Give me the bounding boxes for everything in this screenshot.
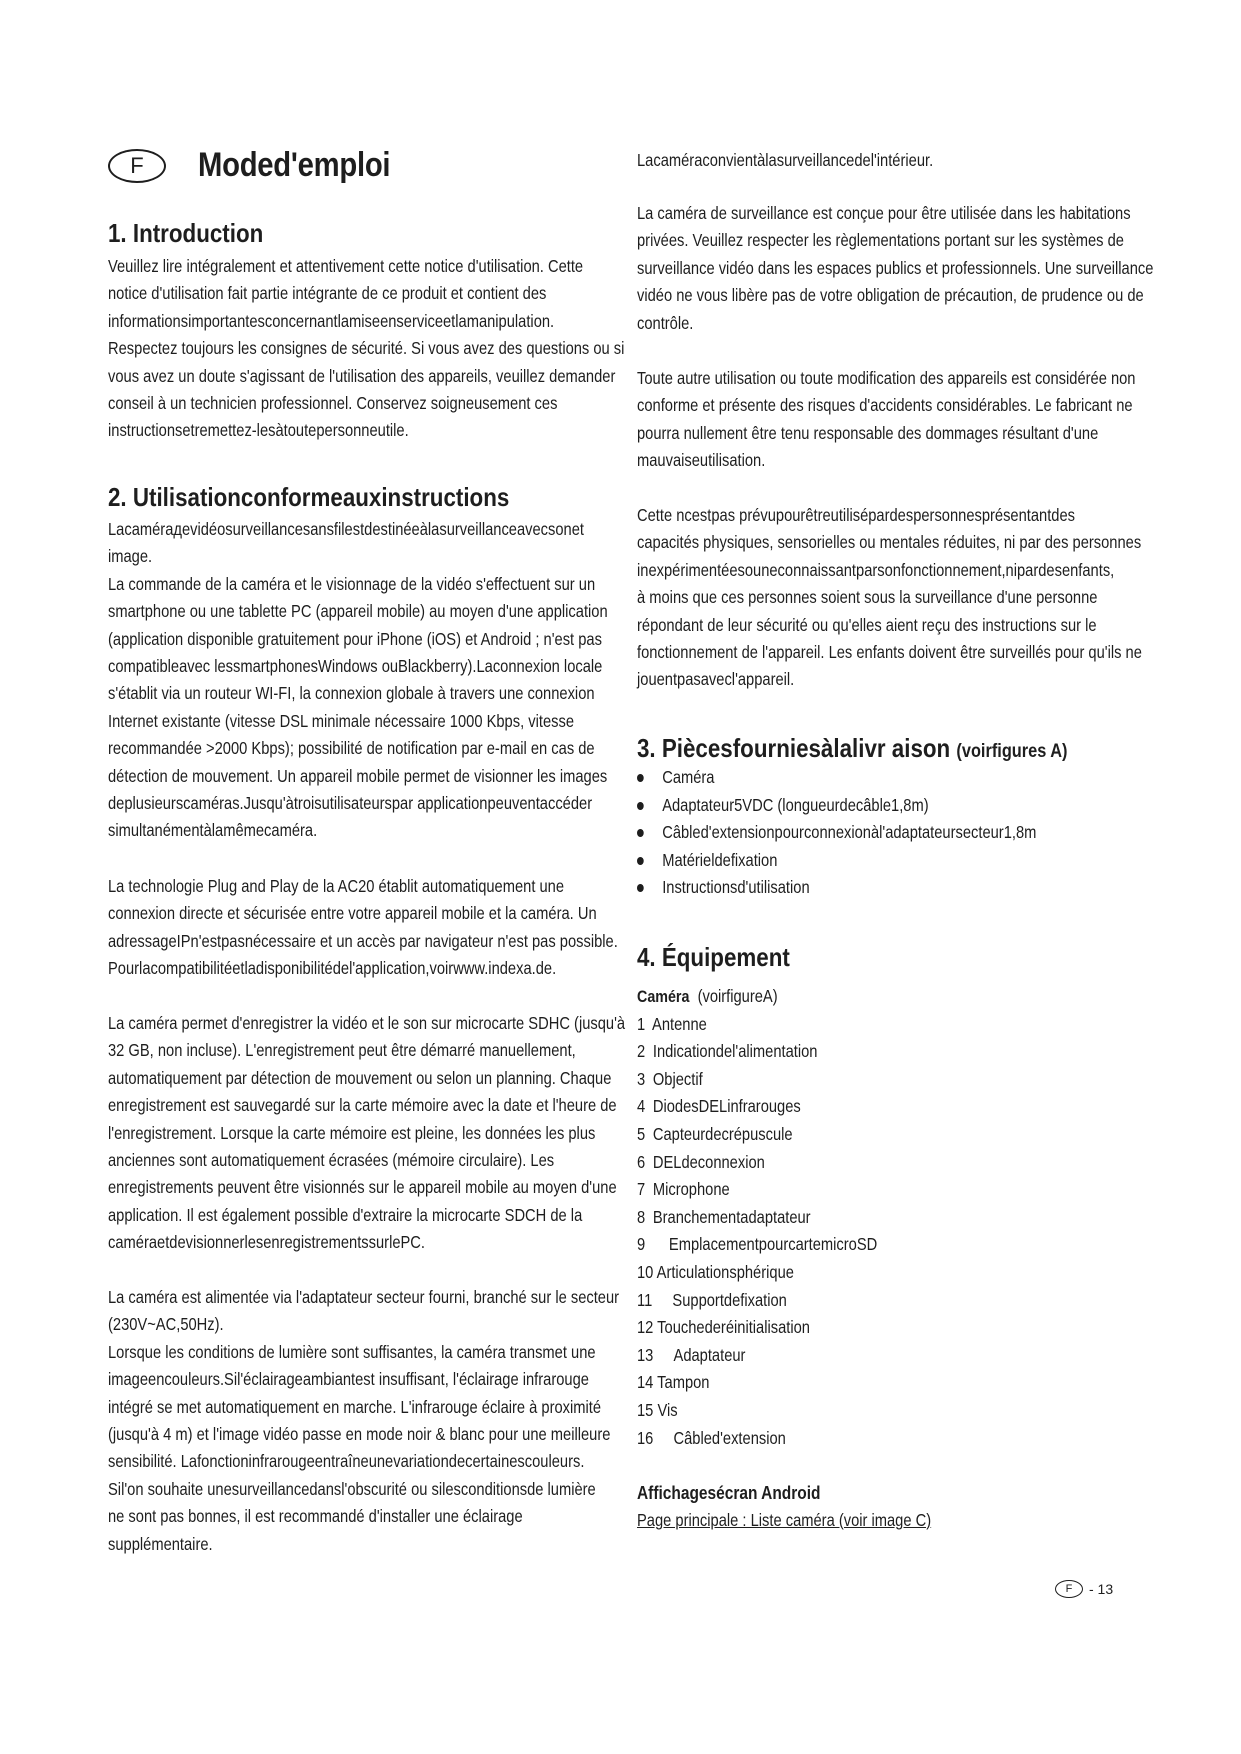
utilisation-right-paragraph-2 <box>637 200 1154 337</box>
section-heading-introduction: 1. Introduction <box>108 218 264 248</box>
pieces-heading-text: 3. Piècesfourniesàlalivr aison <box>637 733 951 763</box>
text-line: Respectez toujours les consignes de sécurité. Si vous avez des questions ou si <box>108 338 625 359</box>
android-screens-heading: Affichagesécran Android <box>637 1483 821 1503</box>
footer-language-badge <box>1055 1580 1083 1598</box>
bullet-icon <box>637 857 644 865</box>
text-line: compatibleavec lessmartphonesWindows ouBlackberry).Laconnexion locale <box>108 656 603 677</box>
item-label: EmplacementpourcartemicroSD <box>668 1234 878 1255</box>
text-line: anciennes sont automatiquement écrasées (mémoire circulaire). Les <box>108 1150 555 1171</box>
text-line: informationsimportantesconcernantlamiseenserviceetlamanipulation. <box>108 310 555 331</box>
item-number: 3 <box>637 1068 646 1089</box>
item-number: 6 <box>637 1151 646 1172</box>
list-item <box>637 1231 877 1259</box>
item-number: 8 <box>637 1206 646 1227</box>
text-line: pourra nullement être tenu responsable des dommages résultant d'une <box>637 422 1099 443</box>
bullet-icon <box>637 829 644 837</box>
bullet-icon <box>637 884 644 892</box>
camera-subheading-label: Caméra <box>637 987 690 1006</box>
main-page-link[interactable]: Page principale : Liste caméra (voir image C) <box>637 1510 932 1530</box>
text-line: imageencouleurs.Sil'éclairageambiantest insuffisant, l'éclairage infrarouge <box>108 1369 589 1390</box>
utilisation-paragraph-1 <box>108 516 612 845</box>
list-item-label: Adaptateur5VDC (longueurdecâble1,8m) <box>662 794 929 815</box>
text-line: Sil'on souhaite unesurveillancedansl'obscurité ou silesconditionsde lumière <box>108 1478 596 1499</box>
text-line: La caméra est alimentée via l'adaptateur secteur fourni, branché sur le secteur <box>108 1287 620 1307</box>
list-item <box>637 1342 877 1370</box>
pieces-list <box>637 764 1112 902</box>
text-line: détection de mouvement. Un appareil mobile permet de visionner les images <box>108 765 608 786</box>
text-line: deplusieurscaméras.Jusqu'àtroisutilisateurspar applicationpeuventaccéder <box>108 793 593 814</box>
item-number: 12 <box>637 1317 654 1338</box>
item-number: 4 <box>637 1096 646 1117</box>
list-item-label: Câbled'extensionpourconnexionàl'adaptateursecteur1,8m <box>662 822 1037 843</box>
list-item-label: Instructionsd'utilisation <box>662 877 810 898</box>
utilisation-right-paragraph-1 <box>637 147 1138 174</box>
text-line: privées. Veuillez respecter les règlementations portant sur les systèmes de <box>637 230 1124 251</box>
language-badge-label: F <box>130 152 144 178</box>
page-title: Moded'emploi <box>198 146 391 184</box>
list-item <box>637 1204 877 1232</box>
utilisation-paragraph-4 <box>108 1284 620 1558</box>
text-line: La caméra permet d'enregistrer la vidéo et le son sur microcarte SDHC (jusqu'à <box>108 1013 626 1033</box>
text-line: application. Il est également possible d'extraire la microcarte SDCH de la <box>108 1204 583 1225</box>
list-item <box>637 1149 877 1177</box>
section-heading-utilisation: 2. Utilisationconformeauxinstructions <box>108 482 510 512</box>
text-line: à moins que ces personnes soient sous la surveillance d'une personne <box>637 587 1098 608</box>
camera-subheading <box>637 983 877 1011</box>
list-item <box>637 874 1036 902</box>
list-item <box>637 1038 877 1066</box>
text-line: vidéo ne vous libère pas de votre obligation de précaution, de prudence ou de <box>637 285 1144 306</box>
text-line: enregistrements peuvent être visionnés sur le appareil mobile au moyen d'une <box>108 1177 617 1198</box>
text-line: Lacamérадevidéosurveillancesansfilestdestinéeàlasurveillanceavecsonet <box>108 519 584 539</box>
text-line: Lacaméraconvientàlasurveillancedel'intérieur. <box>637 150 934 170</box>
item-number: 7 <box>637 1179 646 1200</box>
list-item <box>637 1314 877 1342</box>
item-number: 9 <box>637 1234 646 1255</box>
item-label: Indicationdel'alimentation <box>652 1041 818 1062</box>
text-line: répondant de leur sécurité ou qu'elles aient reçu des instructions sur le <box>637 614 1097 635</box>
item-number: 1 <box>637 1013 646 1034</box>
page-number: - 13 <box>1089 1581 1114 1597</box>
item-number: 14 <box>637 1372 654 1393</box>
text-line: automatiquement par détection de mouvement ou selon un planning. Chaque <box>108 1067 612 1088</box>
item-number: 13 <box>637 1344 654 1365</box>
text-line: adressageIPn'estpasnécessaire et un accès par navigateur n'est pas possible. <box>108 930 618 951</box>
list-item <box>637 1093 877 1121</box>
text-line: Veuillez lire intégralement et attentivement cette notice d'utilisation. Cette <box>108 256 584 276</box>
text-line: mauvaiseutilisation. <box>637 450 766 471</box>
utilisation-right-paragraph-3 <box>637 365 1138 475</box>
text-line: supplémentaire. <box>108 1533 213 1554</box>
utilisation-right-paragraph-4 <box>637 502 1142 694</box>
item-label: DELdeconnexion <box>652 1151 765 1172</box>
item-label: Touchederéinitialisation <box>657 1317 810 1338</box>
item-label: DiodesDELinfrarouges <box>652 1096 801 1117</box>
item-number: 5 <box>637 1123 646 1144</box>
document-title-row <box>108 146 422 185</box>
text-line: Internet existante (vitesse DSL minimale nécessaire 1000 Kbps, vitesse <box>108 710 575 731</box>
text-line: jouentpasavecl'appareil. <box>637 669 795 690</box>
text-line: instructionsetremettez-lesàtoutepersonneutile. <box>108 420 409 441</box>
list-item <box>637 1425 877 1453</box>
utilisation-paragraph-3 <box>108 1010 626 1257</box>
item-number: 2 <box>637 1041 646 1062</box>
text-line: enregistrement est sauvegardé sur la carte mémoire avec la date et l'heure de <box>108 1095 617 1116</box>
bullet-icon <box>637 774 644 782</box>
item-label: Supportdefixation <box>672 1289 787 1310</box>
item-label: Capteurdecrépuscule <box>652 1123 793 1144</box>
text-line: ne sont pas bonnes, il est recommandé d'installer une éclairage <box>108 1506 523 1527</box>
item-label: Câbled'extension <box>673 1427 786 1448</box>
text-line: smartphone ou une tablette PC (appareil mobile) au moyen d'une application <box>108 601 608 622</box>
text-line: 32 GB, non incluse). L'enregistrement peut être démarré manuellement, <box>108 1040 576 1061</box>
footer-language-label: F <box>1065 1583 1073 1595</box>
list-item <box>637 1066 877 1094</box>
list-item <box>637 1287 877 1315</box>
item-label: Articulationsphérique <box>656 1261 794 1282</box>
text-line: intégré se met automatiquement en marche. L'infrarouge éclaire à proximité <box>108 1396 602 1417</box>
list-item <box>637 1176 877 1204</box>
list-item <box>637 1397 877 1425</box>
item-number: 15 <box>637 1399 654 1420</box>
utilisation-paragraph-2 <box>108 873 618 983</box>
camera-subheading-reference: (voirfigureA) <box>697 986 778 1006</box>
list-item-label: Matérieldefixation <box>662 849 778 870</box>
text-line: contrôle. <box>637 312 694 333</box>
section-heading-equipement: 4. Équipement <box>637 942 790 972</box>
pieces-heading-reference: (voirfigures A) <box>956 741 1068 762</box>
item-label: Adaptateur <box>673 1344 746 1365</box>
list-item <box>637 1121 877 1149</box>
text-line: simultanémentàlamêmecaméra. <box>108 820 318 841</box>
list-item <box>637 792 1036 820</box>
text-line: recommandée >2000 Kbps); possibilité de notification par e-mail en cas de <box>108 738 595 759</box>
list-item-label: Caméra <box>662 767 715 787</box>
text-line: image. <box>108 546 153 567</box>
introduction-paragraph <box>108 253 625 445</box>
text-line: Toute autre utilisation ou toute modification des appareils est considérée non <box>637 368 1136 388</box>
item-label: Tampon <box>657 1372 710 1393</box>
item-number: 10 <box>637 1261 654 1282</box>
list-item <box>637 1369 877 1397</box>
text-line: capacités physiques, sensorielles ou mentales réduites, ni par des personnes <box>637 532 1142 553</box>
text-line: La caméra de surveillance est conçue pour être utilisée dans les habitations <box>637 203 1131 223</box>
language-badge <box>108 149 166 183</box>
list-item <box>637 764 1036 792</box>
list-item <box>637 847 1036 875</box>
list-item <box>637 819 1036 847</box>
item-number: 16 <box>637 1427 654 1448</box>
text-line: Cette ncestpas prévupourêtreutiliséраrdespersonnesprésentantdes <box>637 505 1076 525</box>
text-line: fonctionnement de l'appareil. Les enfants doivent être surveillés pour qu'ils ne <box>637 642 1142 663</box>
text-line: surveillance vidéo dans les espaces publics et professionnels. Une surveillance <box>637 257 1154 278</box>
text-line: l'enregistrement. Lorsque la carte mémoire est pleine, les données les plus <box>108 1122 596 1143</box>
text-line: (application disponible gratuitement pour iPhone (iOS) et Android ; n'est pas <box>108 628 602 649</box>
list-item <box>637 1011 877 1039</box>
text-line: La commande de la caméra et le visionnage de la vidéo s'effectuent sur un <box>108 573 596 594</box>
item-label: Vis <box>657 1399 678 1420</box>
list-item <box>637 1259 877 1287</box>
text-line: conseil à un technicien professionnel. Conservez soigneusement ces <box>108 393 558 414</box>
equipement-list <box>637 983 923 1452</box>
text-line: notice d'utilisation fait partie intégrante de ce produit et contient des <box>108 283 547 304</box>
text-line: Pourlacompatibilitéetladisponibilitédel'application,voirwww.indexa.de. <box>108 958 557 979</box>
text-line: sensibilité. Lafonctioninfrarougeentraîneunevariationdecertainescouleurs. <box>108 1451 585 1472</box>
text-line: caméraetdevisionnerlesenregistrementssurlePC. <box>108 1232 426 1253</box>
bullet-icon <box>637 802 644 810</box>
item-label: Microphone <box>652 1179 730 1200</box>
section-heading-pieces <box>637 733 1067 764</box>
item-label: Antenne <box>652 1013 707 1034</box>
item-label: Objectif <box>652 1068 703 1089</box>
page-footer <box>1055 1580 1113 1598</box>
text-line: (jusqu'à 4 m) et l'image vidéo passe en mode noir & blanc pour une meilleure <box>108 1424 611 1445</box>
item-number: 11 <box>637 1289 653 1310</box>
text-line: inexpérimentéesouneconnaissantparsonfonctionnement,nipardesenfants, <box>637 559 1115 580</box>
text-line: connexion directe et sécurisée entre votre appareil mobile et la caméra. Un <box>108 903 597 924</box>
text-line: vous avez un doute s'agissant de l'utilisation des appareils, veuillez demander <box>108 365 616 386</box>
item-label: Branchementadaptateur <box>652 1206 811 1227</box>
text-line: s'établit via un routeur WI-FI, la connexion globale à travers une connexion <box>108 683 595 704</box>
text-line: Lorsque les conditions de lumière sont suffisantes, la caméra transmet une <box>108 1341 596 1362</box>
text-line: conforme et présente des risques d'accidents considérables. Le fabricant ne <box>637 395 1133 416</box>
text-line: (230V~AC,50Hz). <box>108 1314 224 1335</box>
text-line: La technologie Plug and Play de la AC20 établit automatiquement une <box>108 876 565 896</box>
